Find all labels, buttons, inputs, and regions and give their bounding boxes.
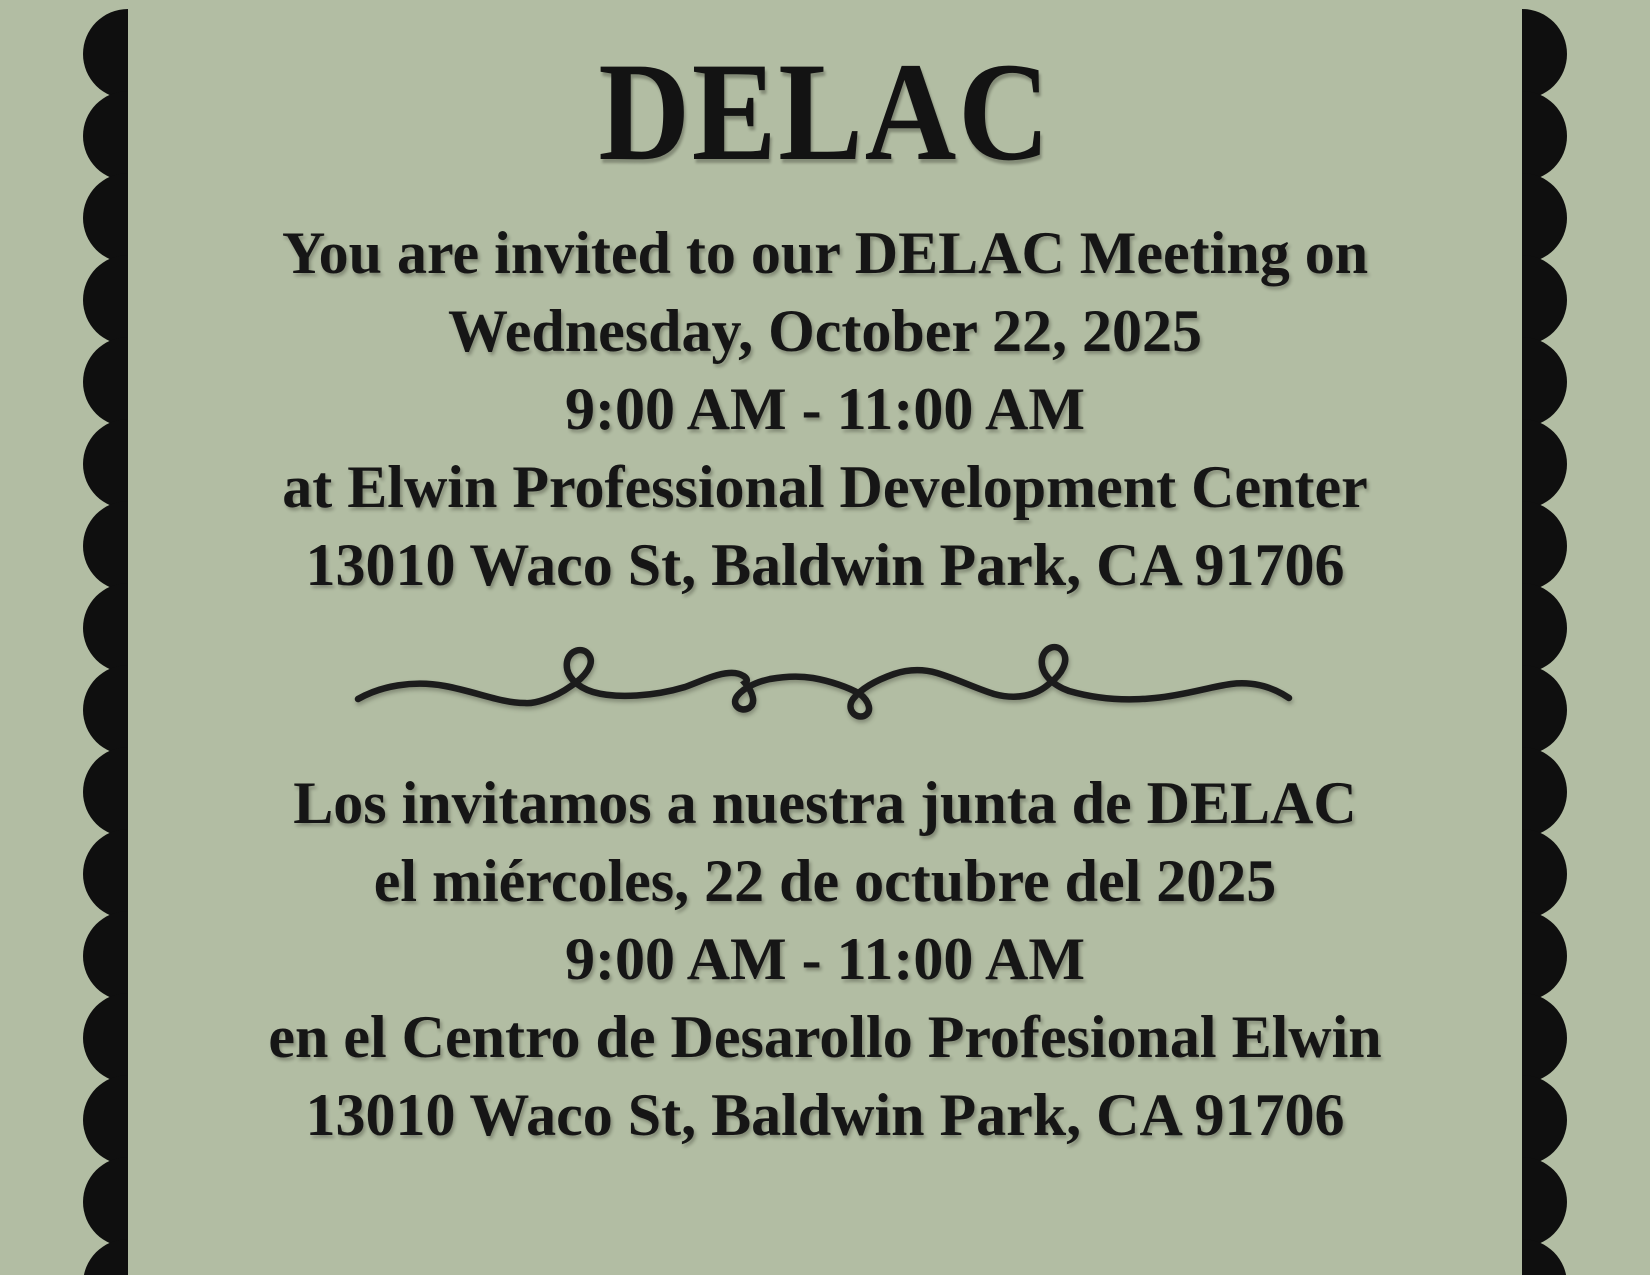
invitation-english: [0, 214, 1650, 604]
invitation-line-es-1: Los invitamos a nuestra junta de DELAC: [293, 770, 1357, 836]
invitation-line-en-5: 13010 Waco St, Baldwin Park, CA 91706: [305, 532, 1345, 598]
invitation-line-en-4: at Elwin Professional Development Center: [282, 454, 1368, 520]
swirl-flourish-icon: [353, 600, 1295, 726]
invitation-line-en-3: 9:00 AM - 11:00 AM: [565, 376, 1085, 442]
flyer-title: DELAC: [598, 34, 1052, 190]
invitation-line-en-2: Wednesday, October 22, 2025: [448, 298, 1202, 364]
invitation-spanish: [0, 764, 1650, 1154]
invitation-line-es-5: 13010 Waco St, Baldwin Park, CA 91706: [305, 1082, 1345, 1148]
invitation-line-es-2: el miércoles, 22 de octubre del 2025: [373, 848, 1277, 914]
invitation-line-es-3: 9:00 AM - 11:00 AM: [565, 926, 1085, 992]
invitation-line-en-1: You are invited to our DELAC Meeting on: [281, 220, 1369, 286]
invitation-line-es-4: en el Centro de Desarollo Profesional Elwin: [268, 1004, 1382, 1070]
